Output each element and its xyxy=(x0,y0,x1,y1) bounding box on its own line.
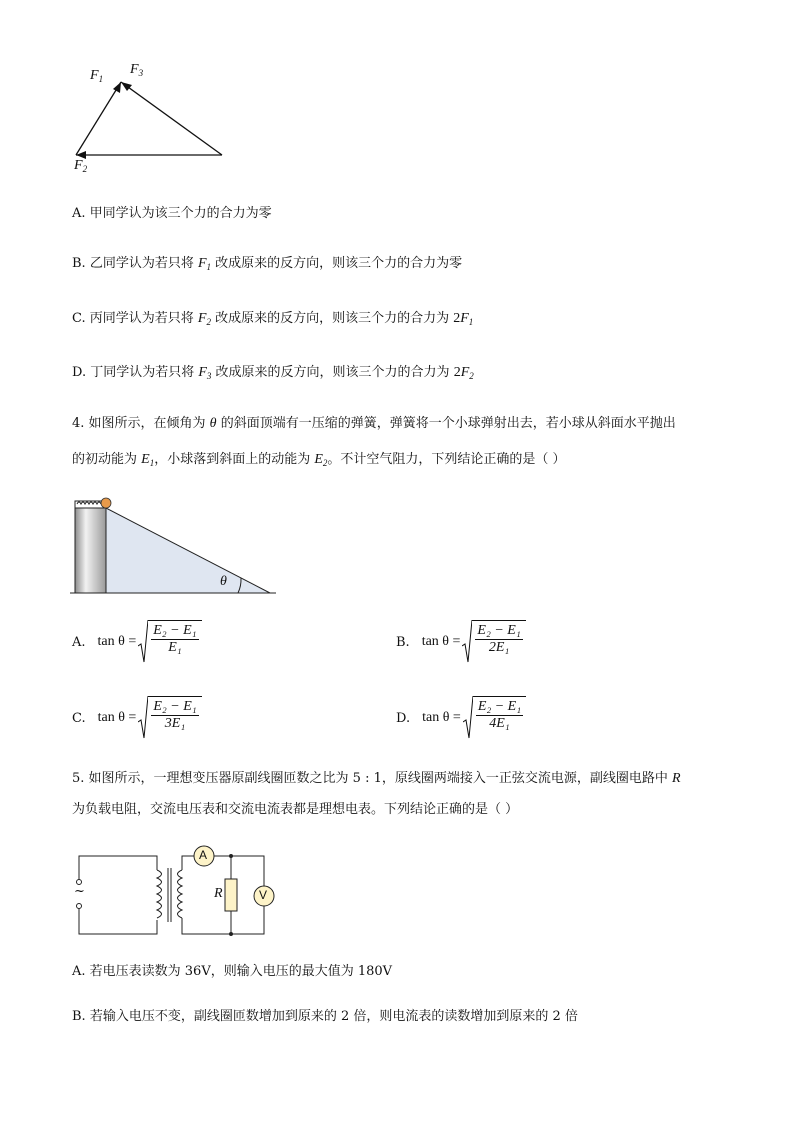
voltmeter-label: V xyxy=(259,888,268,902)
ac-terminal-bottom xyxy=(77,904,82,909)
ammeter-label: A xyxy=(199,848,208,862)
ball xyxy=(101,498,111,508)
q3-option-c: C. 丙同学认为若只将 $F_2$ 改成原来的反方向，则该三个力的合力为 $2F_1$ xyxy=(72,311,474,327)
q3-option-a: A. 甲同学认为该三个力的合力为零 xyxy=(72,206,272,221)
q4-stem-line1: 4. 如图所示，在倾角为 θ 的斜面顶端有一压缩的弹簧，弹簧将一个小球弹射出去，若小球从斜面水平抛出 xyxy=(72,416,676,431)
q4-stem-line2: 的初动能为 $E_1$，小球落到斜面上的动能为 $E_2$。不计空气阻力，下列结论正确的是（ ） xyxy=(72,452,566,468)
transformer-circuit-figure xyxy=(70,842,280,940)
f1-arrowhead xyxy=(113,82,121,93)
circuit-svg xyxy=(70,842,280,940)
ac-source-symbol: ~ xyxy=(74,884,85,899)
f3-label: $F_3$ xyxy=(130,62,144,78)
q4-option-c: C. tan θ = $\frac{\text{E₂ − E₁}}{\text{3E₁}}$ xyxy=(72,696,202,740)
f2-label: $F_2$ xyxy=(74,158,88,174)
q5-stem-line1: 5. 如图所示，一理想变压器原副线圈匝数之比为 5 : 1，原线圈两端接入一正弦交流电源，副线圈电路中 R xyxy=(72,771,681,786)
q4-option-b: B. tan θ = $\frac{\text{E₂ − E₁}}{\text{2E₁}}$ xyxy=(396,620,526,664)
f3-arrowhead xyxy=(121,82,132,91)
q5-option-b: B. 若输入电压不变，副线圈匝数增加到原来的 2 倍，则电流表的读数增加到原来的 2 倍 xyxy=(72,1009,578,1024)
primary-coil xyxy=(157,870,162,918)
incline-svg xyxy=(70,492,280,600)
secondary-coil xyxy=(178,870,183,918)
q3-option-b: B. 乙同学认为若只将 $F_1$ 改成原来的反方向，则该三个力的合力为零 xyxy=(72,256,463,272)
angle-theta-label: θ xyxy=(220,574,227,589)
q4-option-a: A. tan θ = $\frac{\text{E₂ − E₁}}{\text{E₁}}$ xyxy=(72,620,202,664)
q4-option-d: D. tan θ = $\frac{\text{E₂ − E₁}}{\text{4E₁}}$ xyxy=(396,696,526,740)
resistor-icon xyxy=(225,879,237,911)
q3-option-d: D. 丁同学认为若只将 $F_3$ 改成原来的反方向，则该三个力的合力为 $2F_2$ xyxy=(72,365,474,381)
q5-stem-line2: 为负载电阻，交流电压表和交流电流表都是理想电表。下列结论正确的是（ ） xyxy=(72,802,519,817)
resistor-label: R xyxy=(214,886,223,901)
force-triangle-figure xyxy=(68,60,238,185)
incline-spring-figure xyxy=(70,492,280,600)
f1-label: $F_1$ xyxy=(90,68,104,84)
q5-option-a: A. 若电压表读数为 36V，则输入电压的最大值为 180V xyxy=(72,964,393,979)
